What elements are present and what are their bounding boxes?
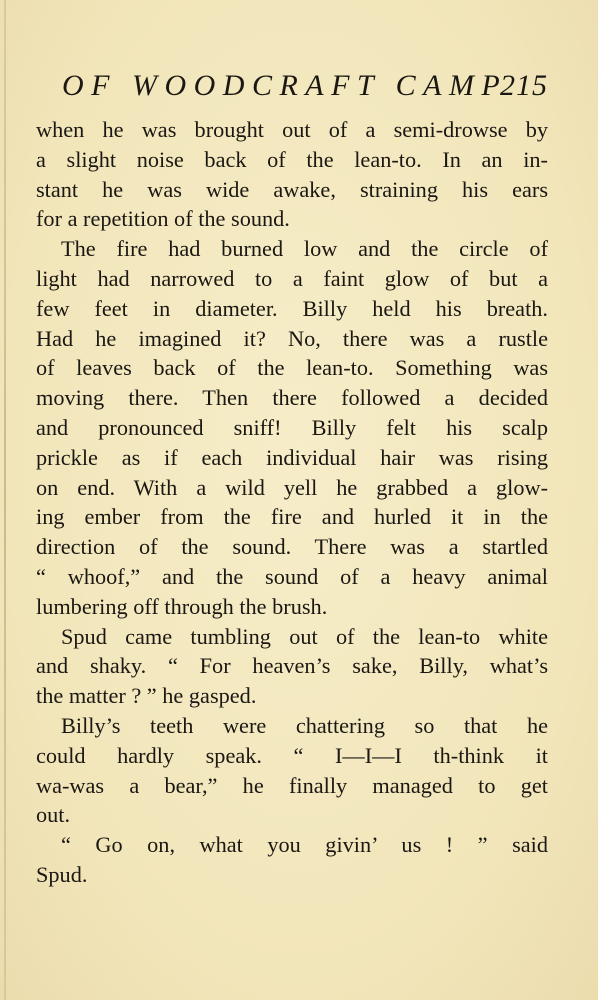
paragraph [36,622,548,711]
text-line: Billy’s teeth were chattering so that he [61,712,548,738]
text-line: wa-was a bear,” he finally managed to get [36,772,548,798]
text-line: light had narrowed to a faint glow of but a [36,265,548,291]
paragraph [36,830,548,890]
text-line: stant he was wide awake, straining his ears [36,176,548,202]
text-line: of leaves back of the lean-to. Something was [36,355,548,381]
paragraph [36,115,548,234]
text-line: Had he imagined it? No, there was a rustle [36,325,548,351]
text-line: Spud came tumbling out of the lean-to white [61,623,548,649]
text-line: and pronounced sniff! Billy felt his scalp [36,414,548,440]
text-line: on end. With a wild yell he grabbed a glow- [36,474,548,500]
paragraph [36,234,548,621]
page-gutter [4,0,6,1000]
text-line: the matter ? ” he gasped. [36,683,257,709]
paragraph [36,711,548,830]
text-line: when he was brought out of a semi-drowse by [36,117,548,142]
text-line: Spud. [36,861,88,887]
text-line: prickle as if each individual hair was rising [36,444,548,470]
running-title: OF WOODCRAFT CAMP [62,69,508,102]
text-line: lumbering off through the brush. [36,593,328,619]
running-head [36,66,548,106]
body-text [36,115,548,890]
text-line: few feet in diameter. Billy held his breath. [36,295,548,321]
text-line: moving there. Then there followed a decided [36,385,548,411]
text-line: for a repetition of the sound. [36,206,290,232]
text-line: “ whoof,” and the sound of a heavy animal [36,563,548,589]
text-line: direction of the sound. There was a startled [36,534,548,560]
text-line: “ Go on, what you givin’ us ! ” said [61,832,548,858]
text-line: a slight noise back of the lean-to. In an in- [36,146,548,172]
text-line: The fire had burned low and the circle of [61,236,548,262]
page-number: 215 [500,69,548,102]
text-line: could hardly speak. “ I—I—I th-think it [36,742,548,768]
text-line: out. [36,802,71,828]
text-line: and shaky. “ For heaven’s sake, Billy, what’s [36,653,548,679]
text-line: ing ember from the fire and hurled it in the [36,504,548,530]
